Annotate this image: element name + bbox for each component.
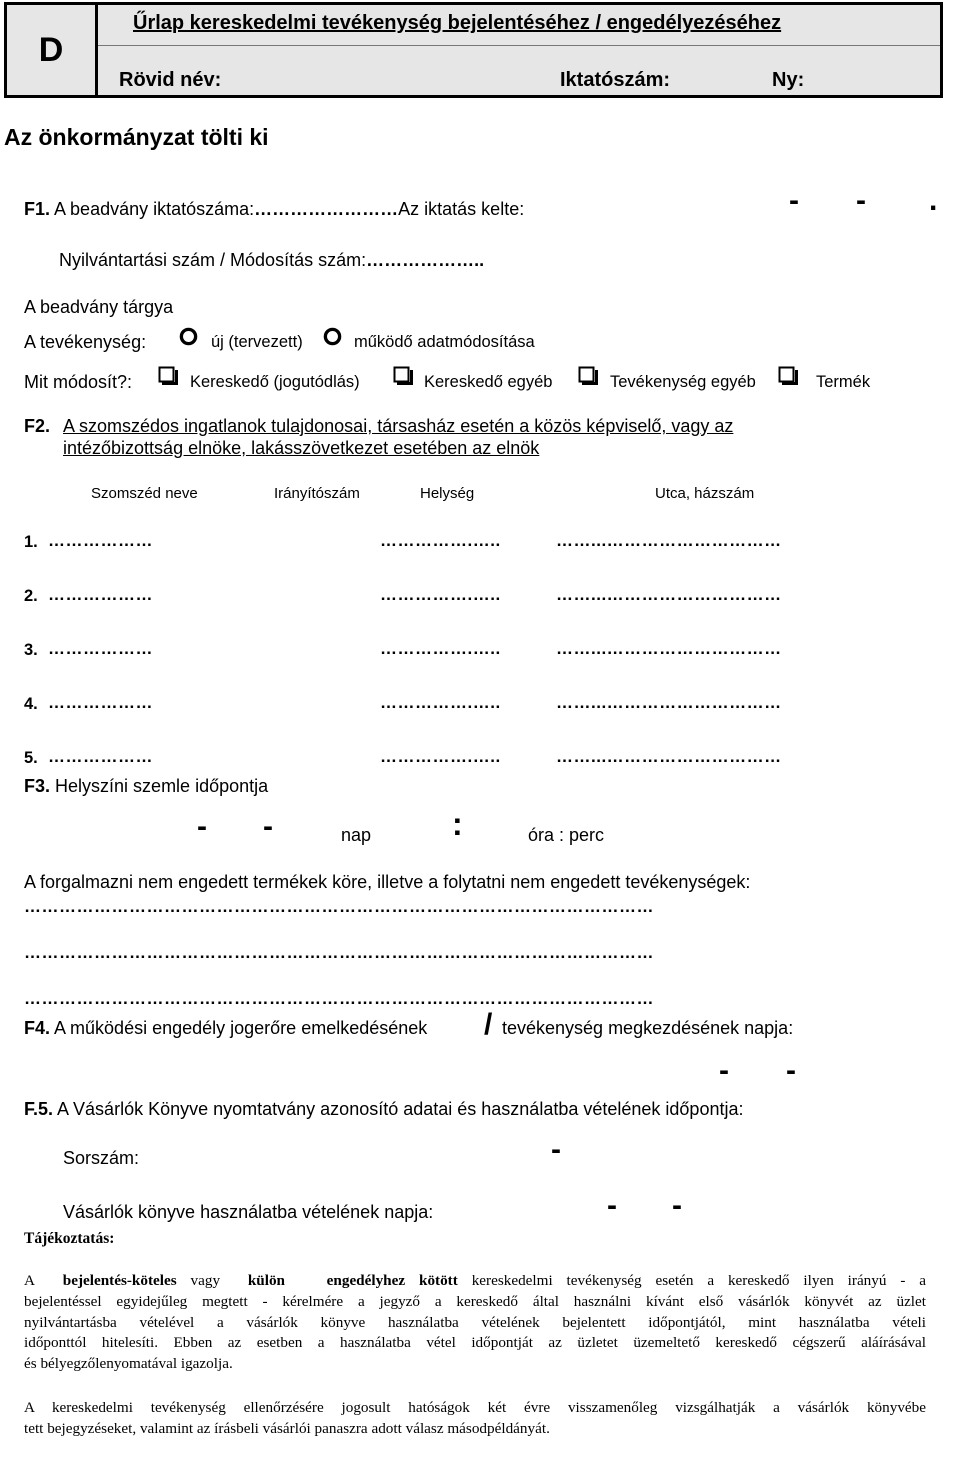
row-street-dots[interactable]: ……...………………………… — [556, 639, 782, 658]
f1-number: F1. — [24, 199, 51, 219]
form-letter: D — [7, 5, 98, 95]
f1-date-label: Az iktatás kelte: — [398, 199, 525, 219]
checkbox-2-icon[interactable] — [393, 366, 413, 388]
f1-row — [24, 199, 524, 220]
f2-number: F2. — [24, 416, 51, 436]
forbidden-dotline[interactable]: ……………………………………………………………………………………………… — [24, 897, 654, 916]
row-zip-dots[interactable]: …………….….. — [380, 639, 501, 658]
f2-line-1: A szomszédos ingatlanok tulajdonosai, társasház esetén a közös képviselő, vagy az — [63, 416, 734, 436]
ny-label: Ny: — [772, 69, 805, 91]
row-number: 4. — [24, 695, 38, 713]
row-street-dots[interactable]: ……...………………………… — [556, 531, 782, 550]
info-text: vagy — [190, 1272, 221, 1289]
serial-label: Sorszám: — [63, 1148, 140, 1168]
info-paragraph-2 — [24, 1398, 926, 1440]
radio-existing-icon[interactable] — [323, 327, 342, 346]
f4-text-1: A működési engedély jogerőre emelkedésének — [54, 1018, 428, 1038]
registry-dots[interactable]: ……………….. — [366, 250, 485, 270]
f4-number: F4. — [24, 1018, 51, 1038]
checkbox-4-icon[interactable] — [778, 366, 798, 388]
info-paragraph-1 — [24, 1271, 926, 1375]
form-header — [4, 2, 943, 98]
checkbox-4-label: Termék — [816, 373, 871, 391]
row-street-dots[interactable]: ……...………………………… — [556, 585, 782, 604]
info-p2-line: tett bejegyzéseket, valamint az írásbeli vásárlói panaszra adott válasz másodpéldányát. — [24, 1419, 550, 1437]
info-title: Tájékoztatás: — [24, 1230, 115, 1247]
registry-label: Nyilvántartási szám / Módosítás szám: — [59, 250, 367, 270]
info-bold-text: külön — [247, 1272, 285, 1289]
f3-number: F3. — [24, 776, 51, 796]
serial-dash: - — [551, 1133, 561, 1166]
option-new-label: új (tervezett) — [211, 333, 303, 351]
subject-title: A beadvány tárgya — [24, 297, 174, 317]
row-street-dots[interactable]: ……...………………………… — [556, 747, 782, 766]
activity-label: A tevékenység: — [24, 332, 147, 352]
f4-text-2: tevékenység megkezdésének napja: — [502, 1018, 794, 1038]
radio-new-icon[interactable] — [179, 327, 198, 346]
col-city: Helység — [420, 485, 475, 502]
usage-dash-2: - — [672, 1189, 682, 1222]
col-neighbor-name: Szomszéd neve — [91, 485, 198, 502]
info-bold-text: engedélyhez kötött — [326, 1272, 458, 1289]
row-name-dots[interactable]: ……………… — [48, 693, 153, 712]
row-zip-dots[interactable]: …………….….. — [380, 693, 501, 712]
row-name-dots[interactable]: ……………… — [48, 639, 153, 658]
filing-number-label: Iktatószám: — [560, 69, 671, 91]
info-p1-line: időponttól hitelesíti. Ebben az esetben a használatba vétel időpontját az üzletet üzemeltető kereskedő cégszerű aláírásával — [24, 1334, 926, 1352]
col-street: Utca, házszám — [655, 485, 755, 502]
row-number: 2. — [24, 587, 38, 605]
f5-text: A Vásárlók Könyve nyomtatvány azonosító adatai és használatba vételének időpontja: — [57, 1099, 744, 1119]
f5-number: F.5. — [24, 1099, 54, 1119]
form-title: Űrlap kereskedelmi tevékenység bejelentéséhez / engedélyezéséhez — [133, 12, 782, 34]
f1-text: A beadvány iktatószáma: — [54, 199, 255, 219]
info-bold-text: bejelentés-köteles — [62, 1272, 177, 1289]
f3-nap: nap — [341, 825, 372, 845]
info-text: kereskedelmi tevékenység esetén a kereskedő ilyen irányú - a — [471, 1272, 927, 1289]
f1-dots[interactable]: …………………… — [254, 199, 399, 219]
row-name-dots[interactable]: ……………… — [48, 585, 153, 604]
info-p1-line: nyilvántartásba vételével a vásárlók könyve használatba vételének bejelentett időpontjától, mint használatba vételi — [24, 1313, 926, 1331]
f3-dash-2: - — [263, 810, 273, 843]
row-number: 1. — [24, 533, 38, 551]
f2-line-2: intézőbizottság elnöke, lakásszövetkezet esetében az elnök — [63, 438, 540, 458]
f1-date-dot: . — [929, 184, 938, 217]
forbidden-label: A forgalmazni nem engedett termékek köre, illetve a folytatni nem engedett tevékenységek: — [24, 872, 751, 892]
f3-colon: : — [452, 806, 463, 842]
forbidden-dotline[interactable]: ……………………………………………………………………………………………… — [24, 989, 654, 1008]
info-p1-line — [24, 1271, 926, 1292]
info-p2-line: A kereskedelmi tevékenység ellenőrzésére jogosult hatóságok két évre visszamenőleg vizsgálhatják a vásárlók könyvébe — [24, 1399, 926, 1416]
checkbox-1-icon[interactable] — [158, 366, 178, 388]
row-zip-dots[interactable]: …………….….. — [380, 747, 501, 766]
f4-row — [24, 1018, 427, 1039]
f1-date-dash-1: - — [789, 184, 799, 217]
info-p1-line: bejelentéssel egyidejűleg megtett - kérelmére a jegyző a kereskedő által használni kívánt első vásárlók könyvét az üzlet — [24, 1292, 926, 1310]
forbidden-dotline[interactable]: ……………………………………………………………………………………………… — [24, 943, 654, 962]
short-name-label: Rövid név: — [119, 69, 222, 91]
option-existing-label: működő adatmódosítása — [354, 333, 535, 351]
row-number: 3. — [24, 641, 38, 659]
row-street-dots[interactable]: ……...………………………… — [556, 693, 782, 712]
usage-dash-1: - — [607, 1189, 617, 1222]
registry-row — [59, 250, 484, 271]
row-name-dots[interactable]: ……………… — [48, 531, 153, 550]
section-title: Az önkormányzat tölti ki — [4, 124, 269, 150]
checkbox-1-label: Kereskedő (jogutódlás) — [190, 373, 360, 391]
info-text: A — [24, 1272, 35, 1289]
row-zip-dots[interactable]: …………….….. — [380, 585, 501, 604]
f4-dash-2: - — [786, 1054, 796, 1087]
row-name-dots[interactable]: ……………… — [48, 747, 153, 766]
modify-label: Mit módosít?: — [24, 372, 133, 392]
f1-date-dash-2: - — [856, 184, 866, 217]
usage-label: Vásárlók könyve használatba vételének napja: — [63, 1202, 434, 1222]
checkbox-3-label: Tevékenység egyéb — [610, 373, 756, 391]
f3-dash-1: - — [197, 810, 207, 843]
row-zip-dots[interactable]: …………….….. — [380, 531, 501, 550]
f5-row — [24, 1099, 743, 1120]
header-divider — [98, 45, 940, 46]
f4-dash-1: - — [719, 1054, 729, 1087]
f4-slash: / — [484, 1008, 493, 1041]
checkbox-2-label: Kereskedő egyéb — [424, 373, 553, 391]
f3-text: Helyszíni szemle időpontja — [55, 776, 269, 796]
f3-row — [24, 776, 268, 797]
col-zip: Irányítószám — [274, 485, 360, 502]
info-p1-line: és bélyegzőlenyomatával igazolja. — [24, 1355, 233, 1373]
row-number: 5. — [24, 749, 38, 767]
checkbox-3-icon[interactable] — [578, 366, 598, 388]
f3-ora: óra : perc — [528, 825, 605, 845]
